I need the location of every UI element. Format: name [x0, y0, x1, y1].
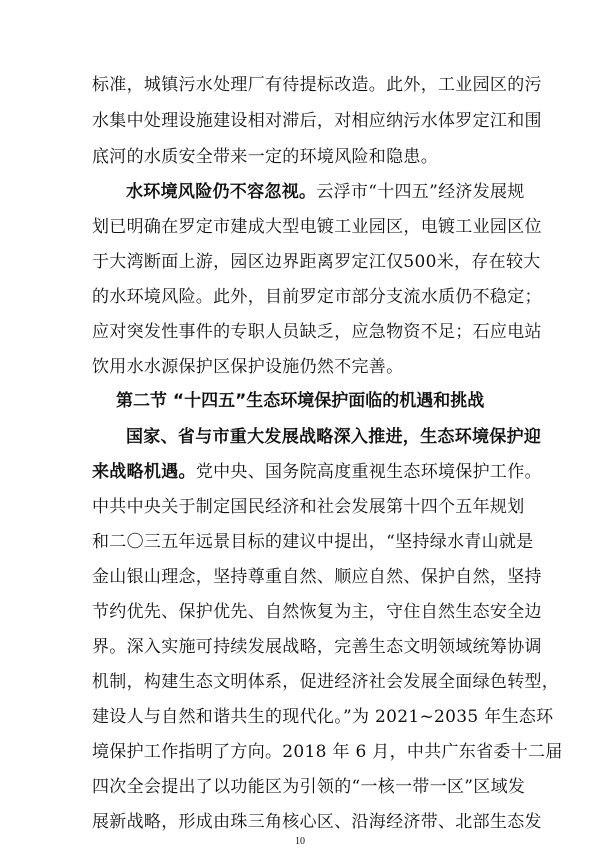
para3-line-5: 金山银山理念，坚持尊重自然、顺应自然、保护自然，坚持 — [92, 567, 542, 587]
para1-line-3: 底河的水质安全带来一定的环境风险和隐患。 — [92, 147, 438, 167]
para3-line-11: 四次全会提出了以功能区为引领的“一核一带一区”区域发 — [92, 777, 526, 797]
section-heading: 第二节 “十四五”生态环境保护面临的机遇和挑战 — [116, 391, 485, 411]
para3-line-12: 展新战略，形成由珠三角核心区、沿海经济带、北部生态发 — [92, 812, 542, 832]
para1-line-2: 水集中处理设施建设相对滞后，对相应纳污水体罗定江和围 — [92, 111, 542, 131]
para3-line-4: 和二〇三五年远景目标的建议中提出，“坚持绿水青山就是 — [92, 532, 534, 552]
para2-line-6: 饮用水水源保护区保护设施仍然不完善。 — [92, 357, 404, 377]
para2-line-3: 于大湾断面上游，园区边界距离罗定江仅500米，存在较大 — [92, 252, 541, 272]
para3-first-rest: 党中央、国务院高度重视生态环境保护工作。 — [195, 462, 542, 482]
para3-line-1: 国家、省与市重大发展战略深入推进，生态环境保护迎 — [126, 427, 542, 447]
para2-first-rest: 云浮市“十四五”经济发展规 — [316, 182, 525, 202]
para2-line-5: 应对突发性事件的专职人员缺乏，应急物资不足；石应电站 — [92, 322, 542, 342]
para3-line-9: 建设人与自然和谐共生的现代化。”为 2021~2035 年生态环 — [92, 707, 554, 727]
page-number: 10 — [295, 836, 305, 847]
para3-line-6: 节约优先、保护优先、自然恢复为主，守住自然生态安全边 — [92, 602, 542, 622]
para2-lead: 水环境风险仍不容忽视。 — [126, 182, 317, 202]
para3-line-7: 界。深入实施可持续发展战略，完善生态文明领域统筹协调 — [92, 637, 542, 657]
para3-line-10: 境保护工作指明了方向。2018 年 6 月，中共广东省委十二届 — [92, 742, 563, 762]
para3-line-2 — [92, 455, 542, 489]
para2-line-2: 划已明确在罗定市建成大型电镀工业园区，电镀工业园区位 — [92, 217, 542, 237]
para2-line-1 — [126, 175, 525, 209]
para3-line-3: 中共中央关于制定国民经济和社会发展第十四个五年规划 — [92, 497, 525, 517]
para2-line-4: 的水环境风险。此外，目前罗定市部分支流水质仍不稳定； — [92, 287, 542, 307]
para3-line-8: 机制，构建生态文明体系，促进经济社会发展全面绿色转型， — [92, 672, 560, 692]
para3-lead2: 来战略机遇。 — [92, 462, 196, 482]
para1-line-1: 标准，城镇污水处理厂有待提标改造。此外，工业园区的污 — [92, 75, 542, 95]
